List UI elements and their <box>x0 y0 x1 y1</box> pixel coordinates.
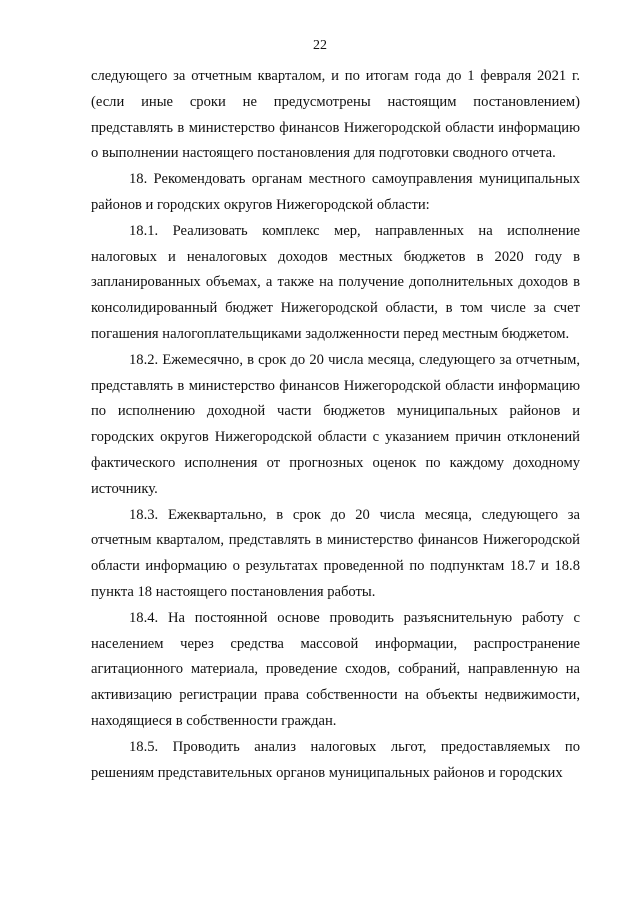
paragraph-18-2: 18.2. Ежемесячно, в срок до 20 числа месяца, следующего за отчетным, представлять в министерство финансов Нижегородской области информацию по исполнению доходной части бюджетов муниципальных районов и городских округов Нижегородской области с указанием причин отклонений фактического исполнения от прогнозных оценок по каждому доходному источнику. <box>91 351 580 497</box>
document-body <box>91 64 580 786</box>
paragraph-18: 18. Рекомендовать органам местного самоуправления муниципальных районов и городских округов Нижегородской области: <box>91 171 580 213</box>
paragraph-18-1: 18.1. Реализовать комплекс мер, направленных на исполнение налоговых и неналоговых доходов местных бюджетов в 2020 году в запланированных объемах, а также на получение дополнительных доходов в консолидированный бюджет Нижегородской области, в том числе за счет погашения налогоплательщиками задолженности перед местным бюджетом. <box>91 222 580 342</box>
paragraph-18-3: 18.3. Ежеквартально, в срок до 20 числа месяца, следующего за отчетным кварталом, представлять в министерство финансов Нижегородской области информацию о результатах проведенной по подпунктам 18.7 и 18.8 пункта 18 настоящего постановления работы. <box>91 506 580 600</box>
page-number: 22 <box>313 38 327 53</box>
paragraph-18-4: 18.4. На постоянной основе проводить разъяснительную работу с населением через средства массовой информации, распространение агитационного материала, проведение сходов, собраний, направленную на активизацию регистрации права собственности на объекты недвижимости, находящиеся в собственности граждан. <box>91 609 580 729</box>
paragraph-continuation: следующего за отчетным кварталом, и по итогам года до 1 февраля 2021 г. (если иные сроки не предусмотрены настоящим постановлением) представлять в министерство финансов Нижегородской области информацию о выполнении настоящего постановления для подготовки сводного отчета. <box>91 68 580 162</box>
paragraph-18-5: 18.5. Проводить анализ налоговых льгот, предоставляемых по решениям представительных органов муниципальных районов и городских <box>91 738 580 781</box>
